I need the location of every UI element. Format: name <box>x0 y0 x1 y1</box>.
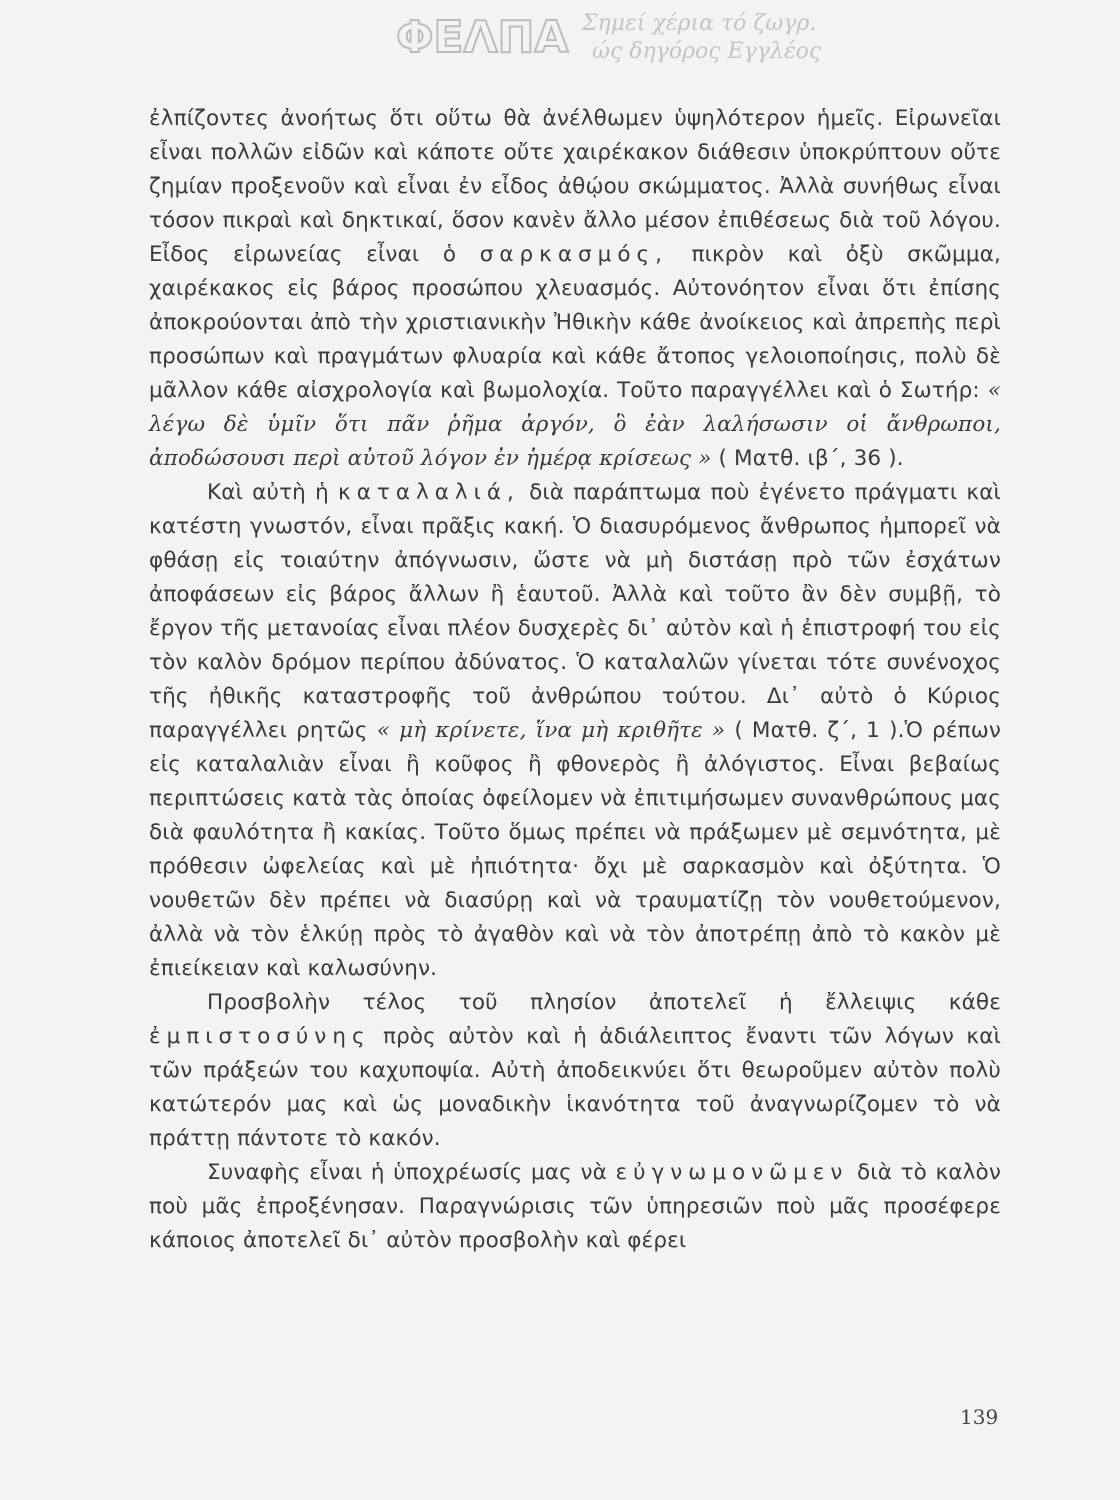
paragraph-1-text-a: ἐλπίζοντες ἀνοήτως ὅτι οὕτω θὰ ἀνέλθωμεν ὑψηλότερον ἡμεῖς. Εἰρωνεῖαι εἶναι πολλῶν εἰδῶν καὶ κάποτε οὔτε χαιρέκακον διάθεσιν ὑποκρύπτουν οὔτε ζημίαν προξενοῦν καὶ εἶναι ἐν εἶδος ἀθῴου σκώμματος. Ἀλλὰ συνήθως εἶναι τόσον πικραὶ καὶ δηκτικαί, ὅσον κανὲν ἄλλο μέσον ἐπιθέσεως διὰ τοῦ λόγου. Εἶδος εἰρωνείας εἶναι ὁ <box>149 106 1001 267</box>
paragraph-4-text-a: Συναφὴς εἶναι ἡ ὑποχρέωσίς μας νὰ <box>207 1160 607 1185</box>
handwritten-stamp-watermark <box>392 8 1012 68</box>
scripture-quote-1: « λέγω δὲ ὑμῖν ὅτι πᾶν ῥῆμα ἀργόν, ὃ ἐὰν λαλήσωσιν οἱ ἄνθρωποι, ἀποδώσουσι περὶ αὐτοῦ λόγον ἐν ἡμέρᾳ κρίσεως » <box>149 378 1001 471</box>
spaced-term-sarkasmos: σαρκασμός, <box>479 242 668 267</box>
paragraph-3 <box>149 986 1001 1156</box>
spaced-term-katalalia: καταλαλιά, <box>338 480 520 505</box>
handwriting-svg <box>392 8 1012 68</box>
paragraph-3-text-b: πρὸς αὐτὸν καὶ ἡ ἀδιάλειπτος ἔναντι τῶν λόγων καὶ τῶν πράξεών του καχυποψία. Αὐτὴ ἀποδεικνύει ὅτι θεωροῦμεν αὐτὸν πολὺ κατώτερόν μας καὶ ὡς μοναδικὴν ἱκανότητα τοῦ ἀναγνωρίζομεν τὸ νὰ πράττῃ πάντοτε τὸ κακόν. <box>149 1024 1001 1151</box>
scripture-quote-2: « μὴ κρίνετε, ἵνα μὴ κριθῆτε » <box>376 718 726 743</box>
paragraph-1 <box>149 102 1001 476</box>
spaced-term-empistosynis: ἐμπιστοσύνης <box>149 1024 371 1049</box>
paragraph-2-text-c: ( Ματθ. ζ΄, 1 ).Ὁ ρέπων εἰς καταλαλιὰν εἶναι ἢ κοῦφος ἢ φθονερὸς ἢ ἀλόγιστος. Εἶναι βεβαίως περιπτώσεις κατὰ τὰς ὁποίας ὀφείλομεν νὰ ἐπιτιμήσωμεν συνανθρώπους μας διὰ φαυλότητα ἢ κακίας. Τοῦτο ὅμως πρέπει νὰ πράξωμεν μὲ σεμνότητα, μὲ πρόθεσιν ὠφελείας καὶ μὲ ἠπιότητα· ὄχι μὲ σαρκασμὸν καὶ ὀξύτητα. Ὁ νουθετῶν δὲν πρέπει νὰ διασύρῃ καὶ νὰ τραυματίζῃ τὸν νουθετούμενον, ἀλλὰ νὰ τὸν ἑλκύῃ πρὸς τὸ ἀγαθὸν καὶ νὰ τὸν ἀποτρέπῃ ἀπὸ τὸ κακὸν μὲ ἐπιείκειαν καὶ καλωσύνην. <box>149 718 1002 981</box>
paragraph-3-text-a: Προσβολὴν τέλος τοῦ πλησίον ἀποτελεῖ ἡ ἔλλειψις κάθε <box>207 990 1001 1015</box>
paragraph-4 <box>149 1156 1001 1258</box>
handwriting-line-1: Σημεί χέρια τό ζωγρ. <box>582 11 817 36</box>
page-body <box>149 102 1001 1258</box>
spaced-term-evgnomonomen: εὐγνωμονῶμεν <box>615 1160 849 1185</box>
paragraph-4-text-b: διὰ τὸ καλὸν ποὺ μᾶς ἐπροξένησαν. Παραγνώρισις τῶν ὑπηρεσιῶν ποὺ μᾶς προσέφερε κάποιος ἀποτελεῖ δι᾿ αὐτὸν προσβολὴν καὶ φέρει <box>149 1160 1002 1253</box>
stamp-text: ΦΕΛΠΑ <box>396 12 569 63</box>
paragraph-2 <box>149 476 1001 986</box>
paragraph-2-text-a: Καὶ αὐτὴ ἡ <box>207 480 329 505</box>
paragraph-1-text-b: πικρὸν καὶ ὀξὺ σκῶμμα, χαιρέκακος εἰς βάρος προσώπου χλευασμός. Αὐτονόητον εἶναι ὅτι ἐπίσης ἀποκρούονται ἀπὸ τὴν χριστιανικὴν Ἠθικὴν κάθε ἀνοίκειος καὶ ἀπρεπὴς περὶ προσώπων καὶ πραγμάτων φλυαρία καὶ κάθε ἄτοπος γελοιοποίησις, πολὺ δὲ μᾶλλον κάθε αἰσχρολογία καὶ βωμολοχία. Τοῦτο παραγγέλλει καὶ ὁ Σωτήρ: <box>149 242 1002 403</box>
page-number: 139 <box>960 1405 999 1429</box>
handwriting-line-2: ώς δηγόρος Εγγλέος <box>592 39 822 64</box>
scripture-ref-1: ( Ματθ. ιβ΄, 36 ). <box>718 446 904 471</box>
paragraph-2-text-b: διὰ παράπτωμα ποὺ ἐγένετο πράγματι καὶ κατέστη γνωστόν, εἶναι πρᾶξις κακή. Ὁ διασυρόμενος ἄνθρωπος ἠμπορεῖ νὰ φθάσῃ εἰς τοιαύτην ἀπόγνωσιν, ὥστε νὰ μὴ διστάσῃ πρὸ τῶν ἐσχάτων ἀποφάσεων εἰς βάρος ἄλλων ἢ ἑαυτοῦ. Ἀλλὰ καὶ τοῦτο ἂν δὲν συμβῇ, τὸ ἔργον τῆς μετανοίας εἶναι πλέον δυσχερὲς δι᾿ αὐτὸν καὶ ἡ ἐπιστροφή του εἰς τὸν καλὸν δρόμον περίπου ἀδύνατος. Ὁ καταλαλῶν γίνεται τότε συνένοχος τῆς ἠθικῆς καταστροφῆς τοῦ ἀνθρώπου τούτου. Δι᾿ αὐτὸ ὁ Κύριος παραγγέλλει ρητῶς <box>149 480 1001 743</box>
